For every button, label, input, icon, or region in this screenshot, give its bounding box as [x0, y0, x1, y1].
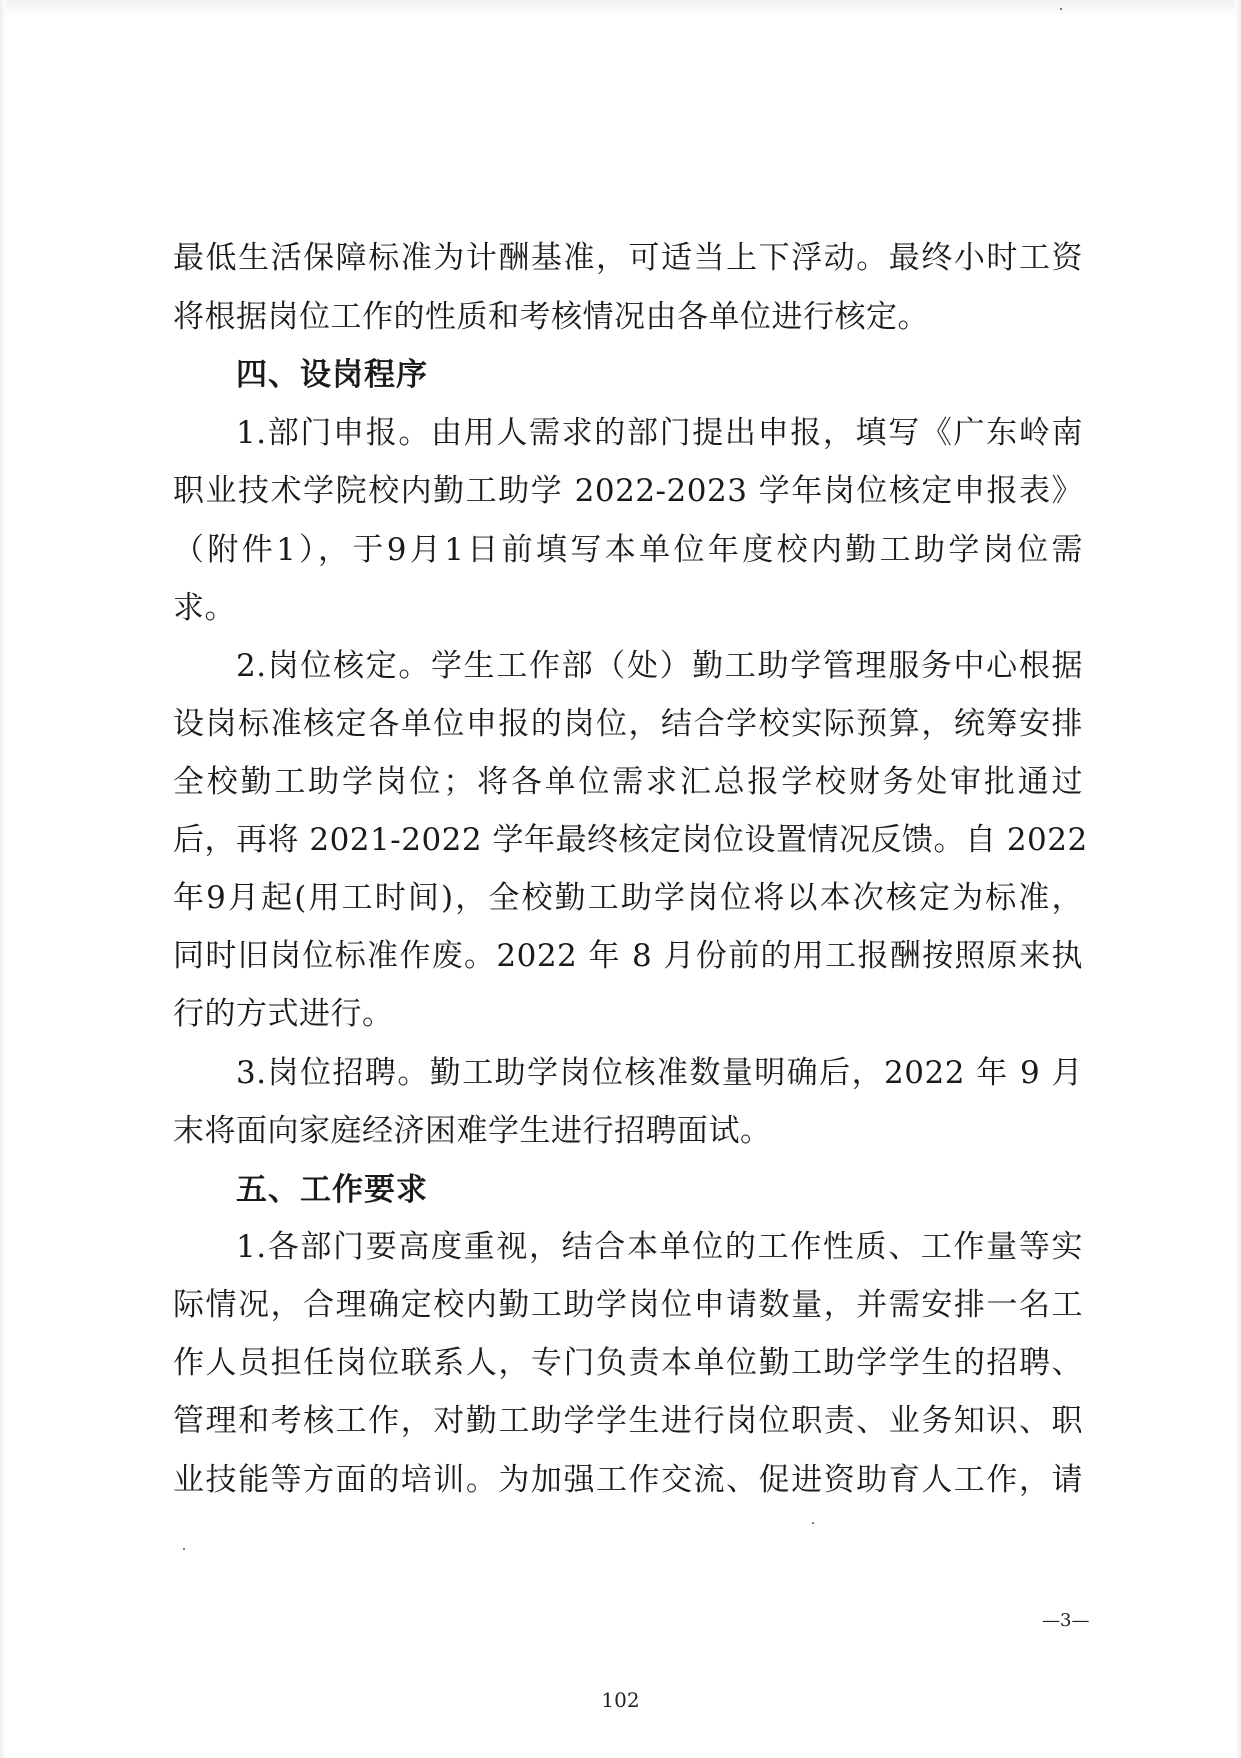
section-heading: 四、设岗程序	[236, 357, 428, 393]
scan-speck	[1060, 8, 1062, 10]
body-text-line: 作人员担任岗位联系人，专门负责本单位勤工助学学生的招聘、	[173, 1345, 1083, 1381]
body-text-line: 行的方式进行。	[173, 996, 394, 1032]
body-text-line: 全校勤工助学岗位；将各单位需求汇总报学校财务处审批通过	[173, 764, 1083, 800]
body-text-line: 业技能等方面的培训。为加强工作交流、促进资助育人工作，请	[173, 1462, 1083, 1498]
scan-shadow-left	[0, 0, 6, 1758]
body-text-line: 职业技术学院校内勤工助学 2022-2023 学年岗位核定申报表》	[173, 473, 1083, 509]
body-text-line: 将根据岗位工作的性质和考核情况由各单位进行核定。	[173, 299, 929, 335]
scan-shadow-right	[1235, 0, 1241, 1758]
body-text-line: 2.岗位核定。学生工作部（处）勤工助学管理服务中心根据	[236, 648, 1083, 684]
body-text-line: 际情况，合理确定校内勤工助学岗位申请数量，并需安排一名工	[173, 1287, 1083, 1323]
body-text-line: 最低生活保障标准为计酬基准，可适当上下浮动。最终小时工资	[173, 240, 1083, 276]
scan-speck	[812, 1522, 814, 1524]
body-text-line: 设岗标准核定各单位申报的岗位，结合学校实际预算，统筹安排	[173, 706, 1083, 742]
body-text-line: 后，再将 2021-2022 学年最终核定岗位设置情况反馈。自 2022	[173, 822, 1088, 858]
scan-shadow-top	[0, 0, 1241, 18]
scan-speck	[183, 1548, 185, 1550]
body-text-line: 3.岗位招聘。勤工助学岗位核准数量明确后，2022 年 9 月	[236, 1055, 1083, 1091]
body-text-line: 1.各部门要高度重视，结合本单位的工作性质、工作量等实	[236, 1229, 1083, 1265]
body-text-line: 1.部门申报。由用人需求的部门提出申报，填写《广东岭南	[236, 415, 1083, 451]
body-text-line: 求。	[173, 590, 236, 626]
footer-page-number: 102	[601, 1688, 640, 1712]
body-text-line: 同时旧岗位标准作废。2022 年 8 月份前的用工报酬按照原来执	[173, 938, 1083, 974]
section-heading: 五、工作要求	[236, 1172, 428, 1208]
body-text-line: 末将面向家庭经济困难学生进行招聘面试。	[173, 1113, 772, 1149]
body-text-line: （附件1），于9月1日前填写本单位年度校内勤工助学岗位需	[173, 532, 1083, 568]
body-text-line: 年9月起(用工时间)，全校勤工助学岗位将以本次核定为标准，	[173, 880, 1083, 916]
page-marker: —3—	[1042, 1610, 1090, 1631]
body-text-line: 管理和考核工作，对勤工助学学生进行岗位职责、业务知识、职	[173, 1403, 1083, 1439]
